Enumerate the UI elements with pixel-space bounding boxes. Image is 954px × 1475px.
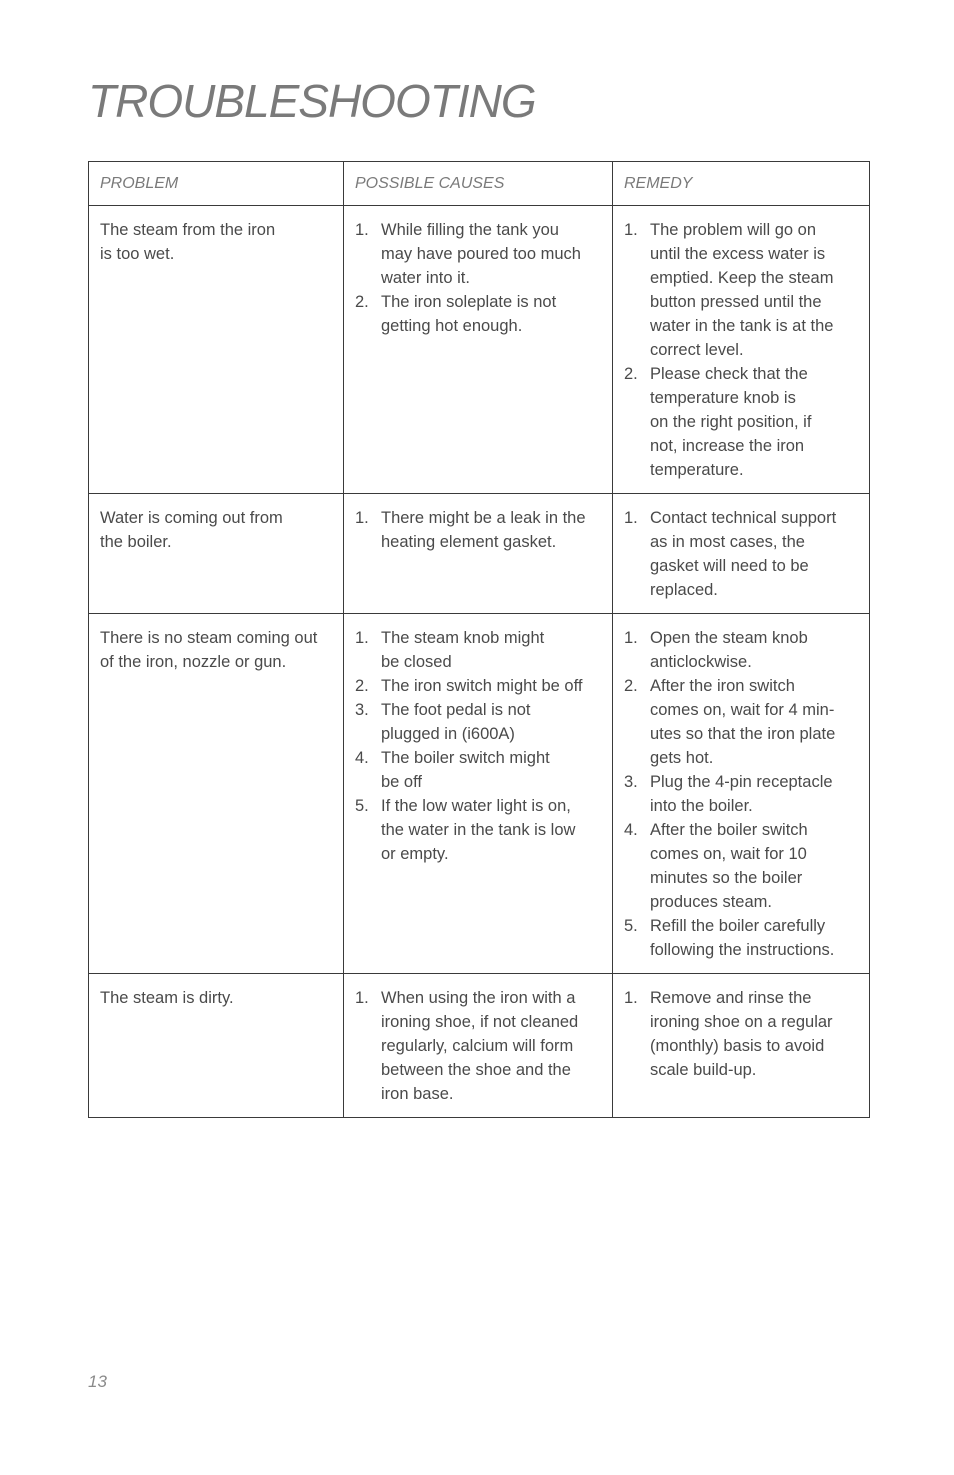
cause-item-line: The boiler switch might	[381, 749, 550, 767]
causes-cell	[344, 974, 613, 1118]
cause-item-line: If the low water light is on,	[381, 797, 571, 815]
cause-list	[355, 506, 602, 554]
cause-item-line: iron base.	[381, 1085, 454, 1103]
remedy-item-line: Remove and rinse the	[650, 989, 812, 1007]
remedy-item-line: scale build-up.	[650, 1061, 757, 1079]
remedy-item-line: Please check that the	[650, 365, 808, 383]
remedy-item-line: into the boiler.	[650, 797, 753, 815]
header-possible-causes: POSSIBLE CAUSES	[344, 162, 613, 206]
causes-cell	[344, 206, 613, 494]
remedy-item-line: gets hot.	[650, 749, 714, 767]
remedy-item-line: water in the tank is at the	[650, 317, 834, 335]
remedy-item-line: comes on, wait for 10	[650, 845, 807, 863]
cause-item-line: may have poured too much	[381, 245, 581, 263]
header-remedy: REMEDY	[613, 162, 870, 206]
remedy-item-text	[650, 917, 834, 959]
troubleshooting-table	[88, 161, 870, 1118]
remedy-item-line: After the boiler switch	[650, 821, 808, 839]
cause-item	[355, 290, 602, 338]
problem-line: of the iron, nozzle or gun.	[100, 653, 287, 671]
table-row	[89, 614, 870, 974]
cause-item-line: ironing shoe, if not cleaned	[381, 1013, 579, 1031]
cause-item-number: 1.	[355, 989, 369, 1007]
cause-item-line: There might be a leak in the	[381, 509, 586, 527]
cause-item-text	[381, 701, 531, 743]
remedy-item-number: 4.	[624, 821, 638, 839]
remedy-item-number: 2.	[624, 677, 638, 695]
cause-item-text	[381, 221, 581, 287]
problem-line: the boiler.	[100, 533, 172, 551]
remedy-item-text	[650, 821, 808, 911]
remedy-item-line: until the excess water is	[650, 245, 826, 263]
remedy-item-number: 1.	[624, 629, 638, 647]
remedy-item-line: anticlockwise.	[650, 653, 752, 671]
remedy-item-number: 2.	[624, 365, 638, 383]
remedy-item-number: 1.	[624, 989, 638, 1007]
remedy-cell	[613, 974, 870, 1118]
remedy-item-line: replaced.	[650, 581, 718, 599]
remedy-item	[624, 770, 859, 818]
remedy-item-number: 5.	[624, 917, 638, 935]
cause-item-line: The foot pedal is not	[381, 701, 531, 719]
problem-cell	[89, 614, 344, 974]
problem-cell	[89, 494, 344, 614]
remedy-item-line: produces steam.	[650, 893, 772, 911]
page-title: TROUBLESHOOTING	[88, 75, 536, 127]
cause-item-number: 1.	[355, 509, 369, 527]
cause-item-text	[381, 989, 578, 1103]
cause-item-line: heating element gasket.	[381, 533, 557, 551]
cause-item-text	[381, 509, 586, 551]
remedy-cell	[613, 494, 870, 614]
remedy-item-line: ironing shoe on a regular	[650, 1013, 833, 1031]
cause-item	[355, 746, 602, 794]
remedy-item-text	[650, 677, 835, 767]
remedy-item-line: correct level.	[650, 341, 744, 359]
remedy-item-text	[650, 773, 833, 815]
cause-item	[355, 506, 602, 554]
remedy-item	[624, 362, 859, 482]
cause-item-number: 4.	[355, 749, 369, 767]
remedy-item-line: Plug the 4-pin receptacle	[650, 773, 833, 791]
remedy-cell	[613, 614, 870, 974]
header-problem: PROBLEM	[89, 162, 344, 206]
remedy-item	[624, 818, 859, 914]
cause-item-line: between the shoe and the	[381, 1061, 571, 1079]
cause-item-line: water into it.	[381, 269, 470, 287]
causes-cell	[344, 494, 613, 614]
remedy-item-text	[650, 365, 811, 479]
cause-item	[355, 674, 602, 698]
remedy-item-line: Open the steam knob	[650, 629, 808, 647]
cause-list	[355, 218, 602, 338]
remedy-item	[624, 626, 859, 674]
cause-list	[355, 626, 602, 866]
remedy-item-line: button pressed until the	[650, 293, 822, 311]
cause-item-line: the water in the tank is low	[381, 821, 576, 839]
remedy-item-line: temperature knob is	[650, 389, 796, 407]
table-header-row	[89, 162, 870, 206]
remedy-cell	[613, 206, 870, 494]
remedy-item-text	[650, 989, 833, 1079]
remedy-list	[624, 626, 859, 962]
remedy-item-line: gasket will need to be	[650, 557, 809, 575]
table-row	[89, 206, 870, 494]
remedy-item-line: emptied. Keep the steam	[650, 269, 834, 287]
remedy-item-line: comes on, wait for 4 min-	[650, 701, 835, 719]
cause-list	[355, 986, 602, 1106]
problem-cell	[89, 206, 344, 494]
cause-item	[355, 218, 602, 290]
cause-item-line: While filling the tank you	[381, 221, 559, 239]
remedy-item-line: Refill the boiler carefully	[650, 917, 826, 935]
cause-item-number: 1.	[355, 629, 369, 647]
problem-line: There is no steam coming out	[100, 629, 318, 647]
remedy-item	[624, 218, 859, 362]
cause-item	[355, 794, 602, 866]
cause-item-line: When using the iron with a	[381, 989, 576, 1007]
page-number: 13	[88, 1372, 107, 1391]
cause-item-line: The iron soleplate is not	[381, 293, 557, 311]
cause-item-text	[381, 749, 550, 791]
cause-item	[355, 626, 602, 674]
remedy-item-number: 1.	[624, 221, 638, 239]
remedy-item-text	[650, 221, 833, 359]
remedy-item-line: as in most cases, the	[650, 533, 805, 551]
remedy-item-line: following the instructions.	[650, 941, 835, 959]
cause-item-number: 3.	[355, 701, 369, 719]
remedy-item	[624, 506, 859, 602]
cause-item-line: The steam knob might	[381, 629, 545, 647]
remedy-item-line: utes so that the iron plate	[650, 725, 836, 743]
cause-item-line: plugged in (i600A)	[381, 725, 515, 743]
cause-item-text	[381, 629, 544, 671]
cause-item	[355, 986, 602, 1106]
table-row	[89, 974, 870, 1118]
problem-line: The steam from the iron	[100, 221, 276, 239]
cause-item-text	[381, 293, 556, 335]
remedy-item-line: on the right position, if	[650, 413, 812, 431]
cause-item-line: getting hot enough.	[381, 317, 523, 335]
cause-item-line: be off	[381, 773, 422, 791]
remedy-item-line: Contact technical support	[650, 509, 837, 527]
cause-item-number: 2.	[355, 293, 369, 311]
remedy-list	[624, 218, 859, 482]
cause-item-line: or empty.	[381, 845, 449, 863]
remedy-item-line: minutes so the boiler	[650, 869, 803, 887]
remedy-item-line: The problem will go on	[650, 221, 816, 239]
remedy-item-line: temperature.	[650, 461, 744, 479]
problem-line: Water is coming out from	[100, 509, 283, 527]
remedy-item	[624, 914, 859, 962]
cause-item-number: 1.	[355, 221, 369, 239]
cause-item	[355, 698, 602, 746]
cause-item-line: regularly, calcium will form	[381, 1037, 574, 1055]
remedy-item	[624, 674, 859, 770]
remedy-item	[624, 986, 859, 1082]
remedy-item-line: not, increase the iron	[650, 437, 805, 455]
cause-item-number: 5.	[355, 797, 369, 815]
problem-cell	[89, 974, 344, 1118]
remedy-item-number: 3.	[624, 773, 638, 791]
table-row	[89, 494, 870, 614]
remedy-item-line: After the iron switch	[650, 677, 795, 695]
remedy-item-text	[650, 629, 808, 671]
cause-item-text	[381, 797, 575, 863]
cause-item-line: The iron switch might be off	[381, 677, 583, 695]
remedy-list	[624, 506, 859, 602]
cause-item-number: 2.	[355, 677, 369, 695]
cause-item-text	[381, 677, 582, 695]
remedy-list	[624, 986, 859, 1082]
problem-line: is too wet.	[100, 245, 175, 263]
remedy-item-line: (monthly) basis to avoid	[650, 1037, 825, 1055]
cause-item-line: be closed	[381, 653, 452, 671]
causes-cell	[344, 614, 613, 974]
remedy-item-number: 1.	[624, 509, 638, 527]
problem-line: The steam is dirty.	[100, 989, 234, 1007]
remedy-item-text	[650, 509, 836, 599]
